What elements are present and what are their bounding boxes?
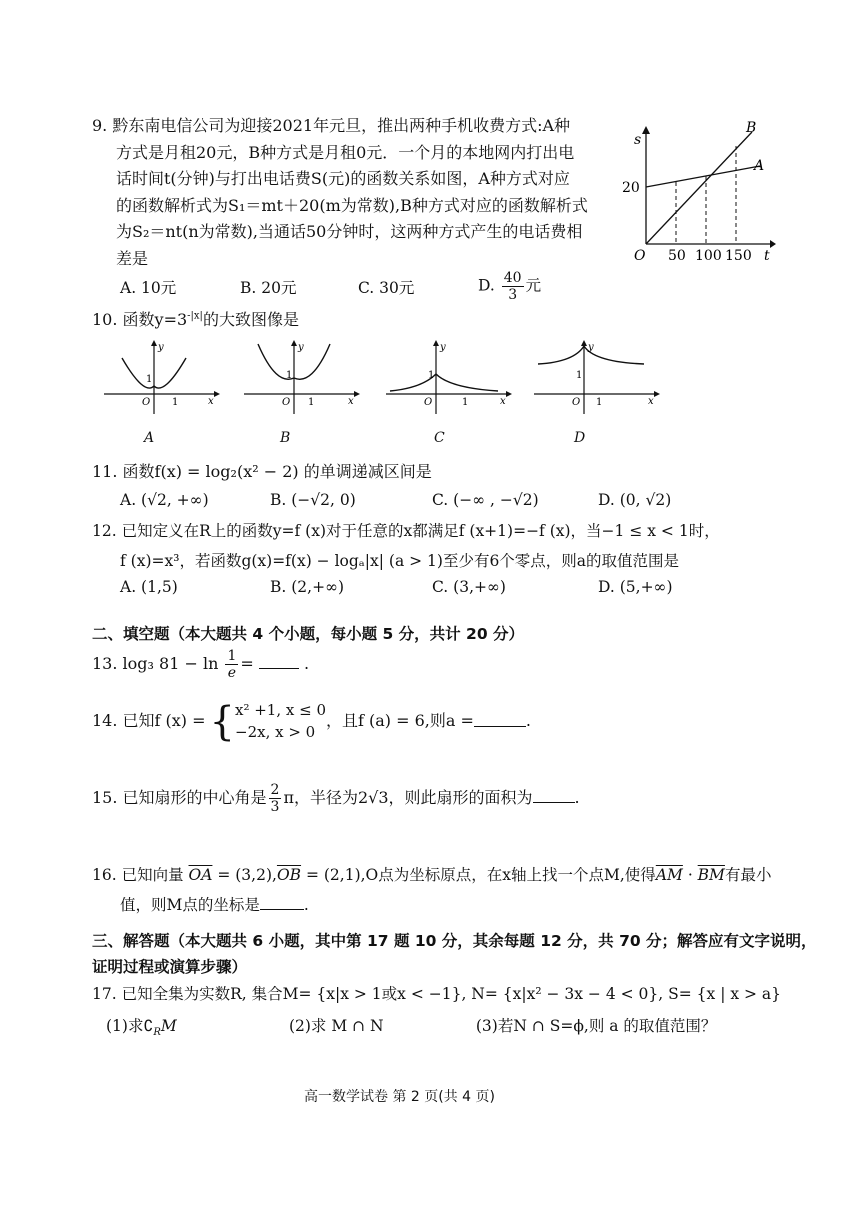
question-10-exponent: -|x| <box>187 310 203 322</box>
option-a[interactable]: A. (√2, +∞) <box>120 491 209 509</box>
question-12-line-1: 12. 已知定义在R上的函数y=f (x)对于任意的x都满足f (x+1)=−f (x)，当−1 ≤ x < 1时， <box>92 522 720 540</box>
question-15-prefix: 15. 已知扇形的中心角是 <box>92 788 267 808</box>
option-d[interactable] <box>478 270 541 303</box>
question-16-line-2 <box>92 890 771 920</box>
question-13-prefix: 13. log₃ 81 − ln <box>92 654 219 674</box>
dot-operator: · <box>682 866 698 884</box>
graph-d-x: x <box>648 396 654 407</box>
question-10-graphs <box>104 338 664 450</box>
brace-icon: { <box>209 698 235 745</box>
graph-tick-50: 50 <box>668 248 686 264</box>
q16-text-2: 值，则M点的坐标是 <box>120 896 260 914</box>
answer-blank[interactable] <box>533 802 575 803</box>
graph-b-origin: O <box>282 397 291 408</box>
question-15-fraction <box>269 782 282 815</box>
graph-label-c: C <box>434 430 445 446</box>
graph-origin: O <box>634 248 646 264</box>
answer-blank[interactable] <box>259 668 299 669</box>
question-14-end: . <box>525 711 532 731</box>
graph-option-a[interactable] <box>104 338 224 418</box>
graph-c-y: y <box>440 342 446 353</box>
vector-bm: $\overline{BM}$ <box>697 866 725 884</box>
question-9-line-3: 话时间t(分钟)与打出电话费S(元)的函数关系如图，A种方式对应 <box>116 169 570 188</box>
question-9-line-5: 为S₂＝nt(n为常数),当通话50分钟时，这两种方式产生的电话费相 <box>116 222 583 241</box>
graph-c-x: x <box>500 396 506 407</box>
case-1: x² +1, x ≤ 0 <box>235 701 326 719</box>
part-1-set: M <box>160 1017 177 1035</box>
option-d[interactable]: D. (5,+∞) <box>598 578 673 596</box>
question-16 <box>92 860 771 920</box>
graph-tick-150: 150 <box>725 248 752 264</box>
question-13-fraction <box>225 648 238 681</box>
q16-text-b: = (3,2), <box>212 866 277 884</box>
graph-label-b: B <box>280 430 291 446</box>
question-17-part-3: (3)若N ∩ S=ϕ,则 a 的取值范围？ <box>475 1017 717 1035</box>
graph-b-y: y <box>298 342 304 353</box>
graph-y-label: s <box>634 132 642 148</box>
graph-b-one-y: 1 <box>286 370 293 381</box>
option-b[interactable]: B. 20元 <box>240 278 297 297</box>
answer-blank[interactable] <box>260 909 304 910</box>
question-9 <box>92 113 622 272</box>
vector-am: $\overline{AM}$ <box>655 866 683 884</box>
fraction-numerator: 2 <box>270 782 280 798</box>
fraction-denominator: 3 <box>270 799 280 816</box>
question-14 <box>92 700 531 744</box>
option-c[interactable]: C. (3,+∞) <box>432 578 506 596</box>
section-3-line-2: 证明过程或演算步骤） <box>92 958 248 976</box>
fraction-denominator: e <box>227 665 237 682</box>
graph-d-one-y: 1 <box>576 370 583 381</box>
answer-blank[interactable] <box>474 726 526 727</box>
q16-end: . <box>303 896 309 914</box>
question-17-part-2: (2)求 M ∩ N <box>288 1017 384 1035</box>
question-12 <box>92 516 720 576</box>
question-17-parts <box>92 1010 781 1049</box>
vector-oa: $\overline{OA}$ <box>188 866 213 884</box>
graph-c-one-x: 1 <box>462 397 469 408</box>
option-b[interactable]: B. (2,+∞) <box>270 578 345 596</box>
question-17-part-1 <box>106 1010 284 1049</box>
option-d-fraction <box>502 270 524 303</box>
option-d-suffix: 元 <box>525 276 542 295</box>
question-13-suffix: = <box>240 654 259 674</box>
graph-c-origin: O <box>424 397 433 408</box>
question-10 <box>92 308 299 333</box>
graph-option-c[interactable] <box>386 338 516 418</box>
question-15-body: π，半径为2√3，则此扇形的面积为 <box>283 788 533 808</box>
option-c[interactable]: C. 30元 <box>358 278 415 297</box>
question-9-line-6: 差是 <box>116 248 149 268</box>
question-9-line-4: 的函数解析式为S₁＝mt＋20(m为常数),B种方式对应的函数解析式 <box>116 195 588 215</box>
question-14-suffix: ，且f (a) = 6,则a = <box>326 711 474 731</box>
graph-a-origin: O <box>142 397 151 408</box>
graph-a-one-x: 1 <box>172 397 179 408</box>
question-13-end: . <box>304 654 310 674</box>
graph-x-label: t <box>764 248 770 264</box>
question-14-prefix: 14. 已知f (x) = <box>92 711 206 731</box>
vector-ob: $\overline{OB}$ <box>276 866 302 884</box>
page-footer: 高一数学试卷 第 2 页(共 4 页) <box>304 1089 495 1105</box>
graph-d-one-x: 1 <box>596 397 603 408</box>
graph-label-a: A <box>144 430 155 446</box>
question-17 <box>92 978 781 1049</box>
question-9-line-2: 方式是月租20元，B种方式是月租0元．一个月的本地网内打出电 <box>116 142 575 162</box>
option-b[interactable]: B. (−√2, 0) <box>270 491 356 509</box>
graph-b-x: x <box>348 396 354 407</box>
graph-d-origin: O <box>572 397 581 408</box>
graph-label-d: D <box>574 430 586 446</box>
section-3-line-1: 三、解答题（本大题共 6 小题，其中第 17 题 10 分，其余每题 12 分，共 70 分；解答应有文字说明， <box>92 932 817 950</box>
part-1-text: (1)求∁ <box>106 1017 154 1035</box>
q16-text-c: = (2,1),O点为坐标原点，在x轴上找一个点M,使得 <box>301 866 656 884</box>
graph-a-one-y: 1 <box>146 374 153 385</box>
graph-a-y: y <box>158 342 164 353</box>
question-16-line-1 <box>92 860 771 890</box>
fraction-denominator: 3 <box>508 287 518 304</box>
question-13 <box>92 648 309 681</box>
question-15 <box>92 782 580 815</box>
question-15-end: . <box>574 788 580 808</box>
option-a[interactable]: A. 10元 <box>120 278 177 297</box>
option-d[interactable]: D. (0, √2) <box>598 491 672 509</box>
case-2: −2x, x > 0 <box>235 722 316 741</box>
fraction-numerator: 1 <box>227 648 237 664</box>
question-11: 11. 函数f(x) = log₂(x² − 2) 的单调递减区间是 <box>92 462 432 481</box>
option-d-prefix: D. <box>478 276 495 295</box>
graph-option-d[interactable] <box>534 338 664 418</box>
piecewise-cases <box>235 700 326 744</box>
graph-a-x: x <box>208 396 214 407</box>
graph-line-b-label: B <box>746 120 757 136</box>
fraction-numerator: 40 <box>503 270 522 286</box>
question-number: 9. <box>92 116 108 135</box>
question-11-options <box>120 491 671 509</box>
graph-tick-20: 20 <box>622 180 640 196</box>
question-9-line-1 <box>92 113 622 140</box>
question-9-graph <box>618 118 778 268</box>
q16-text-a: 16. 已知向量 <box>92 866 189 884</box>
graph-c-one-y: 1 <box>428 370 435 381</box>
question-10-text: 10. 函数y=3 <box>92 310 188 329</box>
question-9-text-1: 黔东南电信公司为迎接2021年元旦，推出两种手机收费方式:A种 <box>112 116 571 135</box>
graph-option-b[interactable] <box>244 338 364 418</box>
graph-tick-100: 100 <box>695 248 722 264</box>
question-12-line-2: f (x)=x³，若函数g(x)=f(x) − logₐ|x| (a > 1)至少有6个零点，则a的取值范围是 <box>120 552 680 570</box>
option-c[interactable]: C. (−∞ , −√2) <box>432 491 539 509</box>
graph-d-y: y <box>588 342 594 353</box>
option-a[interactable]: A. (1,5) <box>120 578 178 596</box>
section-3-heading <box>92 928 817 980</box>
question-17-line-1: 17. 已知全集为实数R, 集合M= {x|x > 1或x < −1}, N= {x|x² − 3x − 4 < 0}, S= {x | x > a} <box>92 985 782 1003</box>
question-12-options <box>120 578 673 596</box>
section-2-heading: 二、填空题（本大题共 4 个小题，每小题 5 分，共计 20 分） <box>92 625 525 643</box>
question-10-tail: 的大致图像是 <box>202 310 299 329</box>
graph-line-a-label: A <box>754 158 765 174</box>
q16-text-d: 有最小 <box>724 866 772 884</box>
question-9-options <box>120 270 620 303</box>
part-1-subscript: R <box>153 1027 161 1039</box>
graph-b-one-x: 1 <box>308 397 315 408</box>
